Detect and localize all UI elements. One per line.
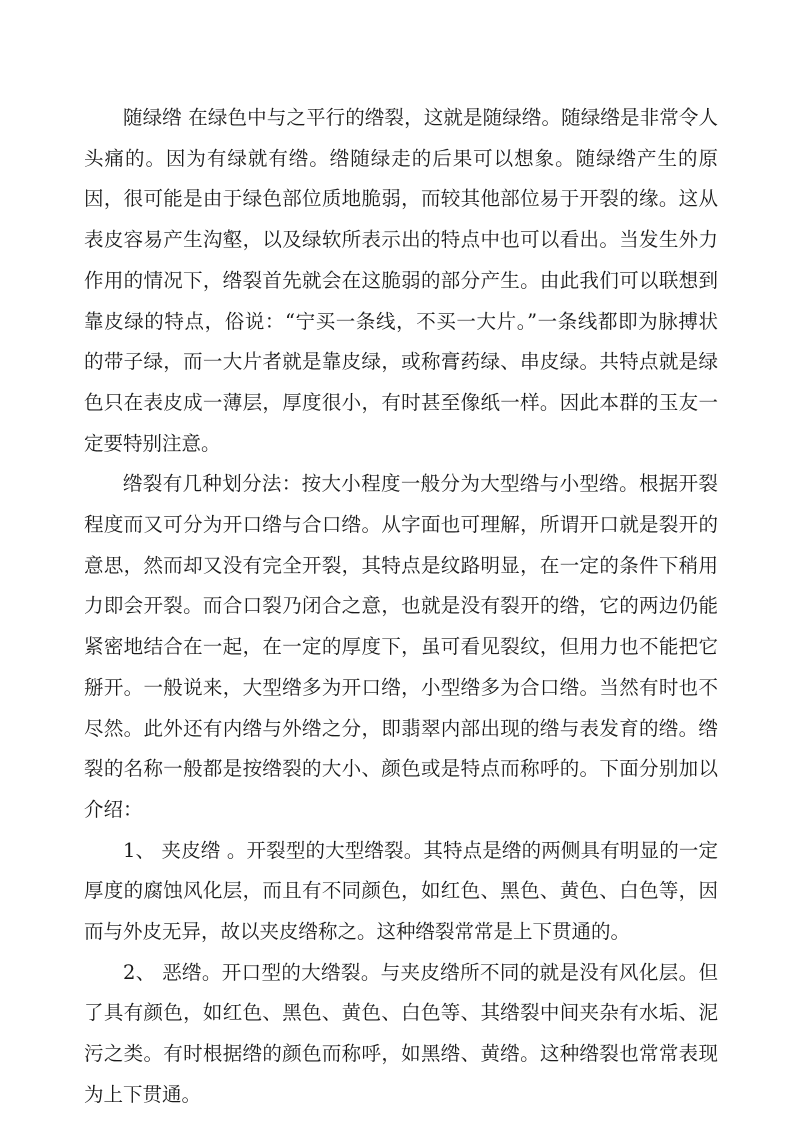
paragraph-crack-classification: 绺裂有几种划分法：按大小程度一般分为大型绺与小型绺。根据开裂程度而又可分为开口绺与合口绺。从字面也可理解，所谓开口就是裂开的意思，然而却又没有完全开裂，其特点是纹路明显，在一定的条件下稍用力即会开裂。而合口裂乃闭合之意，也就是没有裂开的绺，它的两边仍能紧密地结合在一起，在一定的厚度下，虽可看见裂纹，但用力也不能把它掰开。一般说来，大型绺多为开口绺，小型绺多为合口绺。当然有时也不尽然。此外还有内绺与外绺之分，即翡翠内部出现的绺与表发育的绺。绺裂的名称一般都是按绺裂的大小、颜色或是特点而称呼的。下面分别加以介绍：: [84, 472, 718, 821]
document-body: [84, 98, 718, 1116]
paragraph-skin-crack: 1、 夹皮绺 。开裂型的大型绺裂。其特点是绺的两侧具有明显的一定厚度的腐蚀风化层，而且有不同颜色，如红色、黑色、黄色、白色等，因而与外皮无异，故以夹皮绺称之。这种绺裂常常是上下贯通的。: [84, 838, 718, 944]
paragraph-random-green-crack: 随绿绺 在绿色中与之平行的绺裂，这就是随绿绺。随绿绺是非常令人头痛的。因为有绿就有绺。绺随绿走的后果可以想象。随绿绺产生的原因，很可能是由于绿色部位质地脆弱，而较其他部位易于开裂的缘。这从表皮容易产生沟壑，以及绿软所表示出的特点中也可以看出。当发生外力作用的情况下，绺裂首先就会在这脆弱的部分产生。由此我们可以联想到靠皮绿的特点，俗说：“宁买一条线，不买一大片。”一条线都即为脉搏状的带子绿，而一大片者就是靠皮绿，或称膏药绿、串皮绿。共特点就是绿色只在表皮成一薄层，厚度很小，有时甚至像纸一样。因此本群的玉友一定要特别注意。: [84, 106, 718, 455]
paragraph-bad-crack: 2、 恶绺。开口型的大绺裂。与夹皮绺所不同的就是没有风化层。但了具有颜色，如红色、黑色、黄色、白色等、其绺裂中间夹杂有水垢、泥污之类。有时根据绺的颜色而称呼，如黑绺、黄绺。这种绺裂也常常表现为上下贯通。: [84, 960, 718, 1106]
